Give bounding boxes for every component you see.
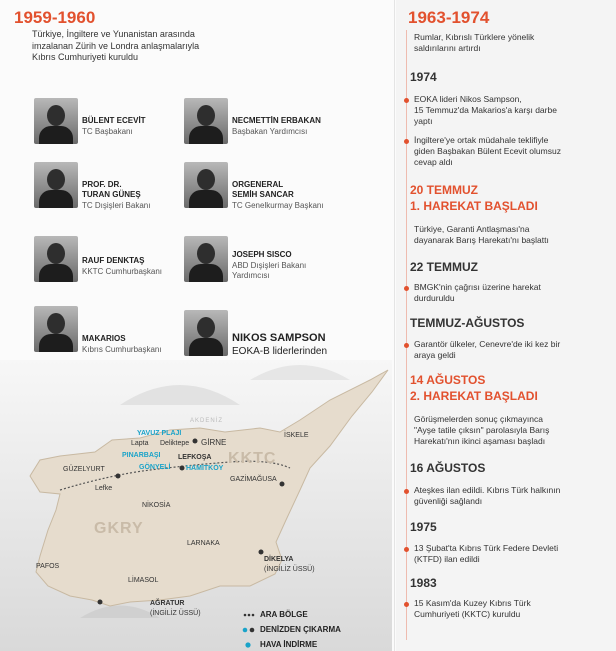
legend-sea-dot xyxy=(243,628,248,633)
legend-buffer-dot xyxy=(248,614,251,617)
photo-sisco xyxy=(184,236,228,282)
person-title: TC Dışişleri Bakanı xyxy=(82,201,151,210)
intro-text xyxy=(32,29,199,64)
event-text: EOKA lideri Nikos Sampson, 15 Temmuz'da Makarios'a karşı darbe yaptı xyxy=(414,94,557,126)
intro-line: Türkiye, İngiltere ve Yunanistan arasında xyxy=(32,29,195,39)
map-label: DİKELYA xyxy=(264,556,294,563)
event-date: 1983 xyxy=(410,576,437,590)
map-label: AĞRATUR xyxy=(150,600,185,607)
map-label: GİRNE xyxy=(201,438,227,447)
legend-buffer-dot xyxy=(252,614,255,617)
person-name: JOSEPH SISCO xyxy=(232,250,292,259)
person-title: Kıbrıs Cumhurbaşkanı xyxy=(82,345,162,354)
map-label: GÜZELYURT xyxy=(63,466,105,473)
event-date: 22 TEMMUZ xyxy=(410,260,479,274)
event-text: BMGK'nin çağrısı üzerine harekat durduruldu xyxy=(414,282,541,303)
person-title: Başbakan Yardımcısı xyxy=(232,127,308,136)
map-label: Lapta xyxy=(131,440,149,447)
legend-sea: DENİZDEN ÇIKARMA xyxy=(260,625,341,634)
event-text: Görüşmelerden sonuç çıkmayınca "Ayşe tatile çıksın" parolasıyla Barış Harekatı'nın ikinci aşaması başladı xyxy=(414,414,550,446)
legend-sea-dot xyxy=(250,628,255,633)
event-text: Ateşkes ilan edildi. Kıbrıs Türk halkının güvenliği sağlandı xyxy=(414,485,561,506)
map-label: LEFKOŞA xyxy=(178,454,212,461)
photo-sancar xyxy=(184,162,228,208)
intro-text: Rumlar, Kıbrıslı Türklere yönelik saldırılarını artırdı xyxy=(414,32,535,53)
map-label: GAZİMAĞUSA xyxy=(230,476,277,483)
cyprus-map xyxy=(0,360,392,651)
event-date: 16 AĞUSTOS xyxy=(410,461,486,475)
column-divider xyxy=(394,0,395,651)
person-title: TC Genelkurmay Başkanı xyxy=(232,201,324,210)
person-name: ORGENERAL SEMİH SANCAR xyxy=(232,180,294,199)
map-label: YAVUZ PLAJI xyxy=(137,430,182,437)
map-label: PINARBAŞI xyxy=(122,452,161,459)
map-label: LİMASOL xyxy=(128,577,159,584)
city-dot xyxy=(259,550,264,555)
bullet-dot xyxy=(404,139,409,144)
person-name: BÜLENT ECEVİT xyxy=(82,116,146,125)
event-date: 14 AĞUSTOS 2. HAREKAT BAŞLADI xyxy=(410,373,538,403)
event-text: 15 Kasım'da Kuzey Kıbrıs Türk Cumhuriyeti (KKTC) kuruldu xyxy=(414,598,531,619)
photo-makarios xyxy=(34,306,78,352)
map-label: HAMİTKÖY xyxy=(186,465,224,472)
intro-line: Kıbrıs Cumhuriyeti kuruldu xyxy=(32,52,139,62)
map-label: GKRY xyxy=(94,520,144,537)
person-name: MAKARIOS xyxy=(82,334,126,343)
bullet-dot xyxy=(404,286,409,291)
event-text: Türkiye, Garanti Antlaşması'na dayanarak Barış Harekatı'nı başlattı xyxy=(414,224,549,245)
map-label: (İNGİLİZ ÜSSÜ) xyxy=(150,610,201,617)
legend-air-dot xyxy=(245,642,250,647)
period-title-1959: 1959-1960 xyxy=(14,8,96,27)
map-label: GÖNYELİ xyxy=(139,464,171,471)
photo-erbakan xyxy=(184,98,228,144)
event-date: 1975 xyxy=(410,520,437,534)
map-label: Lefke xyxy=(95,485,113,492)
map-label: NİKOSİA xyxy=(142,502,171,509)
person-name: RAUF DENKTAŞ xyxy=(82,256,145,265)
bullet-dot xyxy=(404,343,409,348)
bullet-dot xyxy=(404,489,409,494)
photo-denktas xyxy=(34,236,78,282)
map-label: Deliktepe xyxy=(160,440,190,447)
legend-buffer-dot xyxy=(244,614,247,617)
city-dot xyxy=(98,600,103,605)
legend-air: HAVA İNDİRME xyxy=(260,640,318,649)
legend-buffer: ARA BÖLGE xyxy=(260,610,308,619)
person-title: ABD Dışişleri Bakanı Yardımcısı xyxy=(232,261,307,280)
city-dot xyxy=(280,482,285,487)
event-text: İngiltere'ye ortak müdahale teklifiyle giden Başbakan Bülent Ecevit olumsuz cevap aldı xyxy=(414,135,561,167)
person-name: NECMETTİN ERBAKAN xyxy=(232,116,321,125)
person-title: TC Başbakanı xyxy=(82,127,133,136)
person-title: KKTC Cumhurbaşkanı xyxy=(82,267,163,276)
event-text: Garantör ülkeler, Cenevre'de iki kez bir araya geldi xyxy=(414,339,561,360)
city-dot xyxy=(193,439,198,444)
period-title-1963: 1963-1974 xyxy=(408,8,490,27)
event-date: 20 TEMMUZ 1. HAREKAT BAŞLADI xyxy=(410,183,538,213)
right-column xyxy=(396,0,616,651)
sea-label: AKDENİZ xyxy=(190,418,224,424)
event-date: TEMMUZ-AĞUSTOS xyxy=(410,316,525,330)
map-label: KKTC xyxy=(228,450,277,467)
photo-gunes xyxy=(34,162,78,208)
bullet-dot xyxy=(404,98,409,103)
city-dot xyxy=(116,474,121,479)
map-label: PAFOS xyxy=(36,563,60,570)
intro-line: imzalanan Zürih ve Londra anlaşmalarıyla xyxy=(32,40,200,51)
photo-ecevit xyxy=(34,98,78,144)
event-date: 1974 xyxy=(410,70,437,84)
event-text: 13 Şubat'ta Kıbrıs Türk Federe Devleti (KTFD) ilan edildi xyxy=(414,543,559,564)
map-label: (İNGİLİZ ÜSSÜ) xyxy=(264,566,315,573)
person-name: NIKOS SAMPSON xyxy=(232,332,326,344)
bullet-dot xyxy=(404,602,409,607)
person-name: PROF. DR. TURAN GÜNEŞ xyxy=(82,180,141,199)
photo-sampson xyxy=(184,310,228,356)
map-label: İSKELE xyxy=(284,432,309,439)
city-dot xyxy=(180,466,185,471)
person-title: EOKA-B liderlerinden xyxy=(232,346,328,357)
bullet-dot xyxy=(404,547,409,552)
map-label: LARNAKA xyxy=(187,540,220,547)
